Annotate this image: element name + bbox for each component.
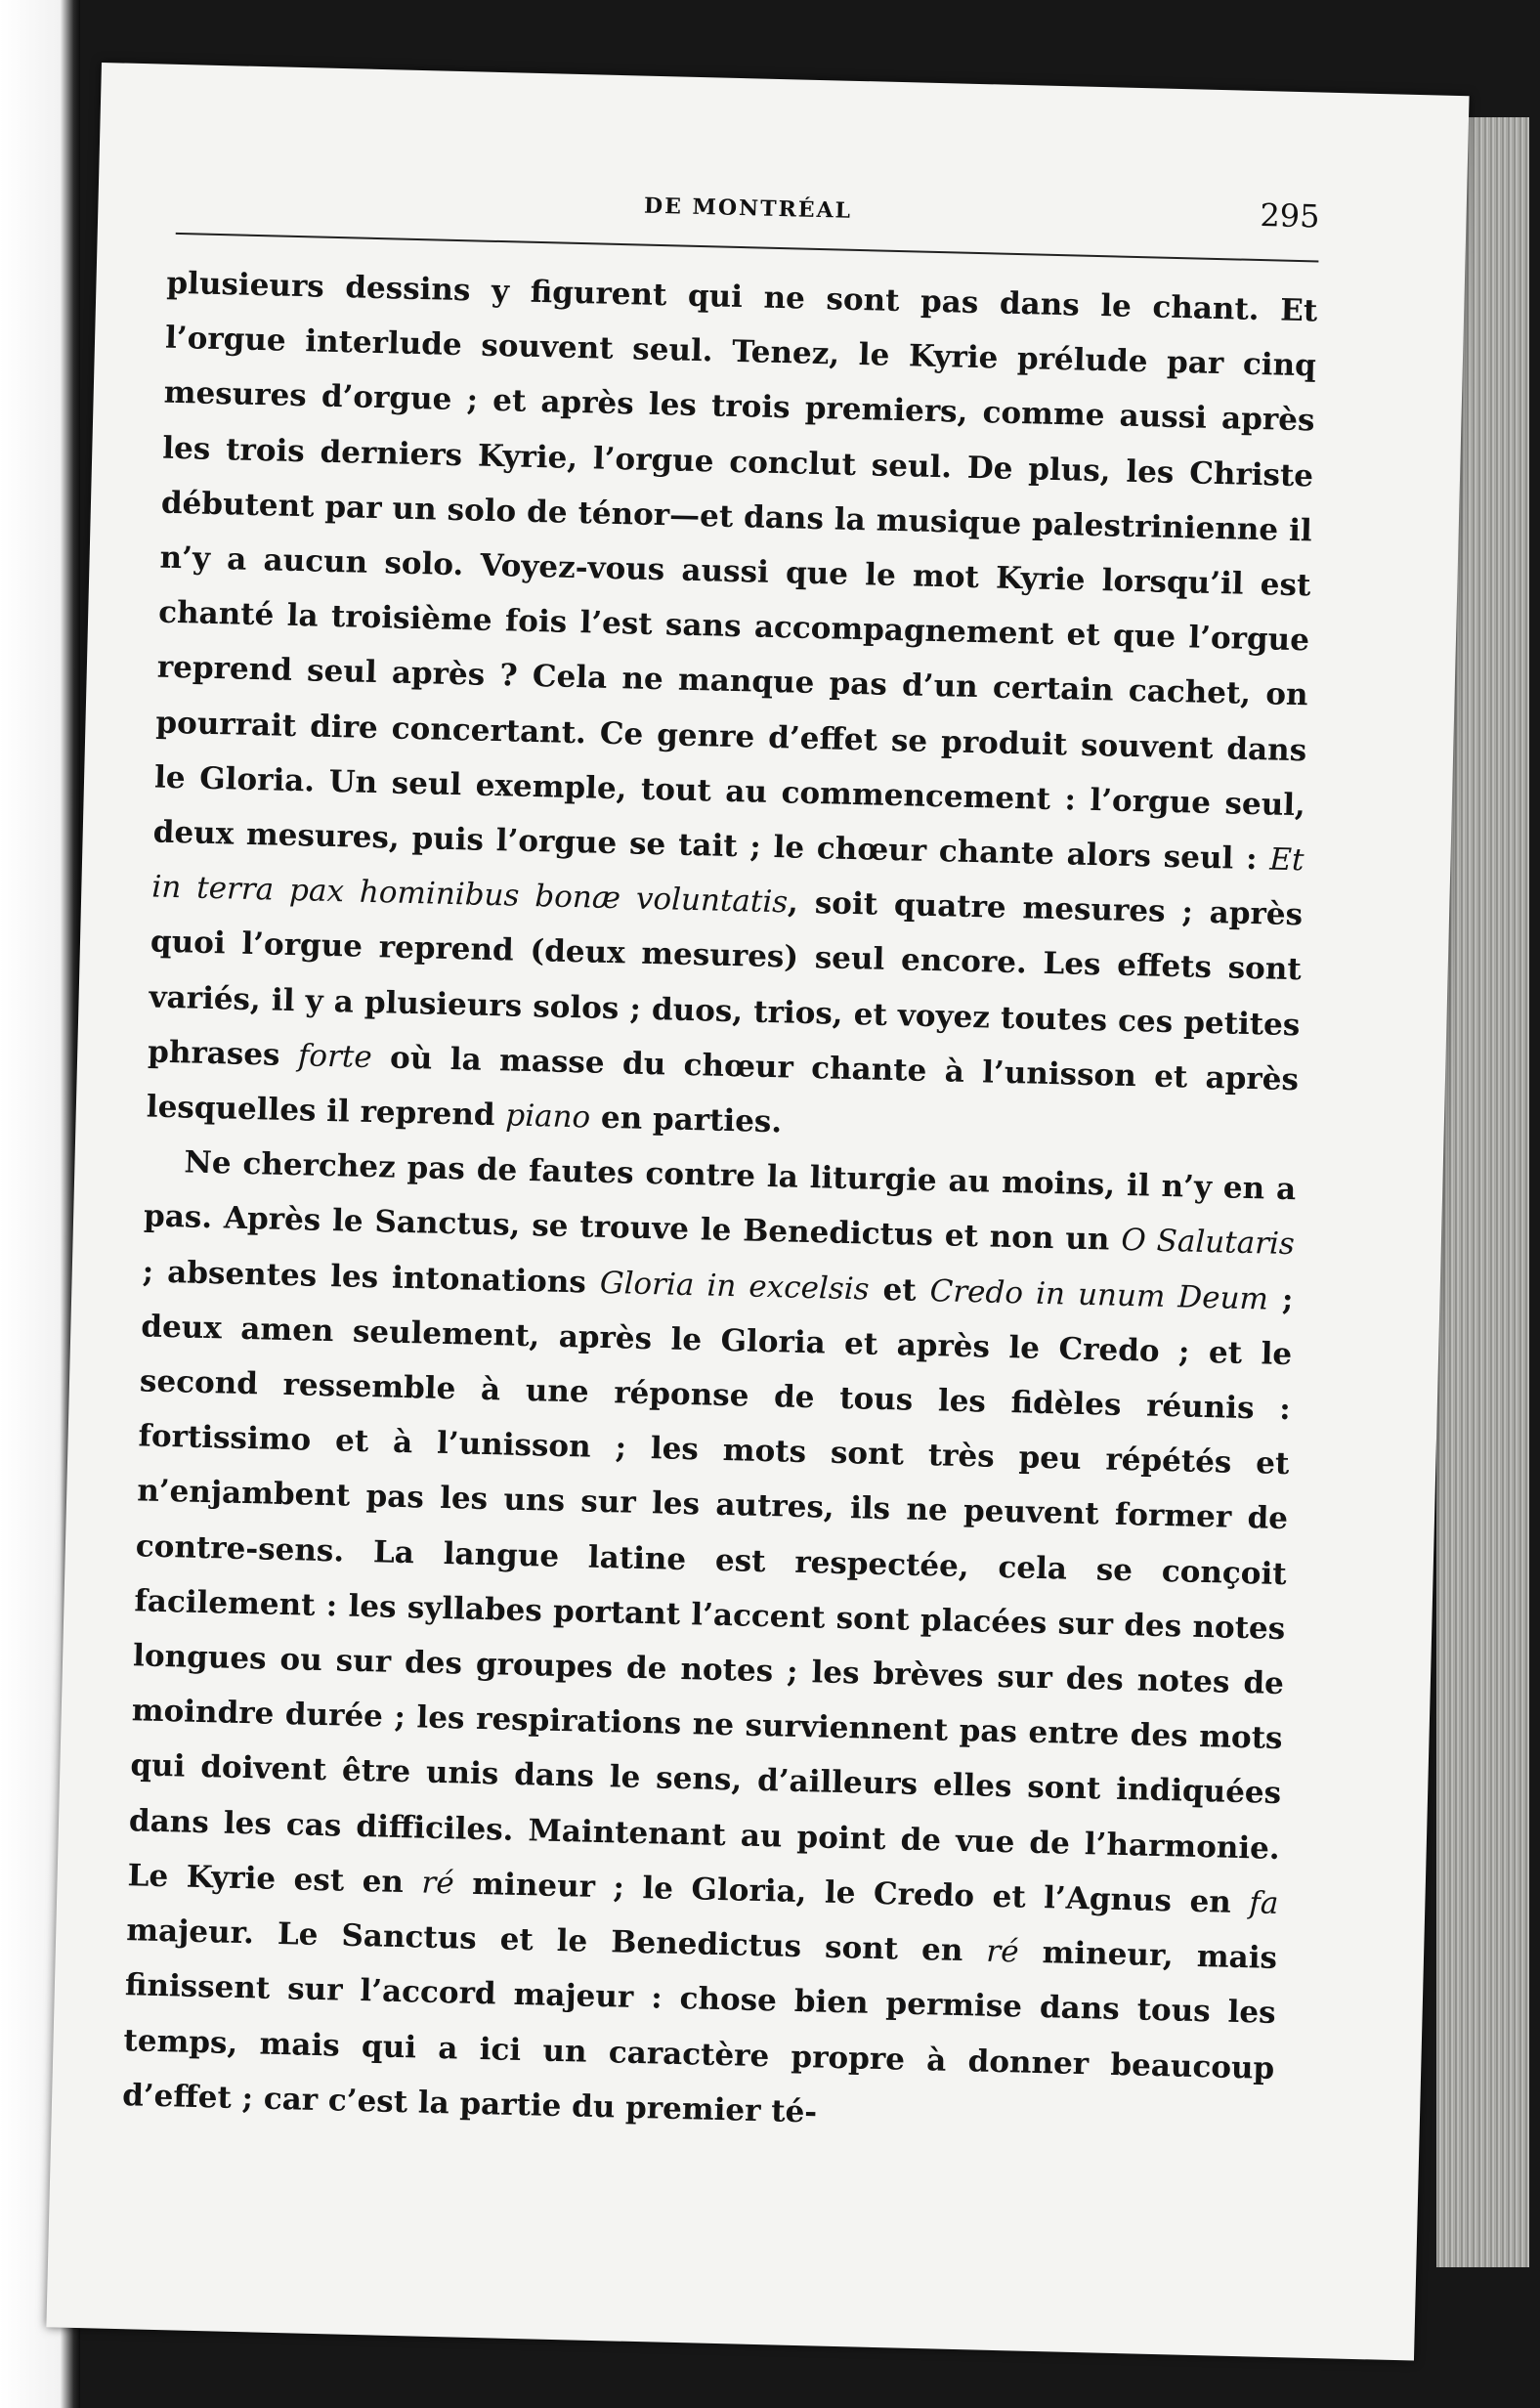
page-header bbox=[176, 170, 1320, 257]
book-page bbox=[46, 63, 1469, 2361]
italic-term: O Salutaris bbox=[1120, 1223, 1296, 1263]
italic-term: piano bbox=[504, 1097, 591, 1136]
paragraph-2 bbox=[122, 1135, 1297, 2151]
italic-term: ré bbox=[985, 1933, 1020, 1970]
italic-term: Gloria in excelsis bbox=[599, 1265, 871, 1308]
text-run: mineur, mais finissent sur l’accord majeur : chose bien permise dans tous les temps, mais qui a ici un caractère propre à donner beaucoup d’effet ; car c’est la partie du premier té- bbox=[121, 1934, 1278, 2130]
text-run: , soit quatre mesures ; après quoi l’orgue reprend (deux mesures) seul encore. Les effets sont variés, il y a plusieurs solos ; duos, trios, et voyez toutes ces petites phrases bbox=[147, 884, 1304, 1074]
text-run: majeur. Le Sanctus et le Benedictus sont en bbox=[125, 1913, 987, 1969]
page-body bbox=[122, 256, 1318, 2151]
text-run: en parties. bbox=[589, 1099, 783, 1140]
text-run: et bbox=[869, 1271, 931, 1309]
page-number: 295 bbox=[1259, 196, 1320, 236]
text-run: ; absentes les intonations bbox=[142, 1254, 601, 1301]
text-run: ; deux amen seulement, après le Gloria et après le Credo ; et le second ressemble à une réponse de tous les fidèles réunis : fortissimo et à l’unisson ; les mots sont très peu répétés et n’enjambent pas les uns sur les autres, ils ne peuvent former de contre-sens. La langue latine est respectée, cela se conçoit facilement : les syllabes portant l’accent sont placées sur des notes longues ou sur des groupes de notes ; les brèves sur des notes de moindre durée ; les respirations ne surviennent pas entre des mots qui doivent être unis dans le sens, d’ailleurs elles sont indiquées dans les cas difficiles. Maintenant au point de vue de l’harmonie. Le Kyrie est en bbox=[127, 1281, 1294, 1901]
paragraph-1 bbox=[146, 256, 1318, 1163]
italic-term: forte bbox=[297, 1038, 373, 1075]
latin-quote: Et in terra pax hominibus bonæ voluntatis bbox=[150, 841, 1305, 921]
italic-term: Credo in unum Deum bbox=[929, 1272, 1269, 1317]
running-title: DE MONTRÉAL bbox=[643, 193, 853, 224]
text-run: où la masse du chœur chante à l’unisson et après lesquelles il reprend bbox=[146, 1039, 1300, 1134]
text-run: mineur ; le Gloria, le Credo et l’Agnus en bbox=[453, 1866, 1250, 1921]
italic-term: fa bbox=[1248, 1885, 1279, 1921]
italic-term: ré bbox=[421, 1865, 455, 1902]
text-run: Ne cherchez pas de fautes contre la liturgie au moins, il n’y en a pas. Après le Sanctus, se trouve le Benedictus et non un bbox=[143, 1144, 1297, 1259]
text-run: plusieurs dessins y figurent qui ne sont pas dans le chant. Et l’orgue interlude souvent seul. Tenez, le Kyrie prélude par cinq mesures d’orgue ; et après les trois premiers, comme aussi après les trois derniers Kyrie, l’orgue conclut seul. De plus, les Christe débutent par un solo de ténor—et dans la musique palestrinienne il n’y a aucun solo. Voyez-vous aussi que le mot Kyrie lorsqu’il est chanté la troisième fois l’est sans accompagnement et que l’orgue reprend seul après ? Cela ne manque pas d’un certain cachet, on pourrait dire concertant. Ce genre d’effet se produit souvent dans le Gloria. Un seul exemple, tout au commencement : l’orgue seul, deux mesures, puis l’orgue se tait ; le chœur chante alors seul : bbox=[152, 265, 1318, 878]
